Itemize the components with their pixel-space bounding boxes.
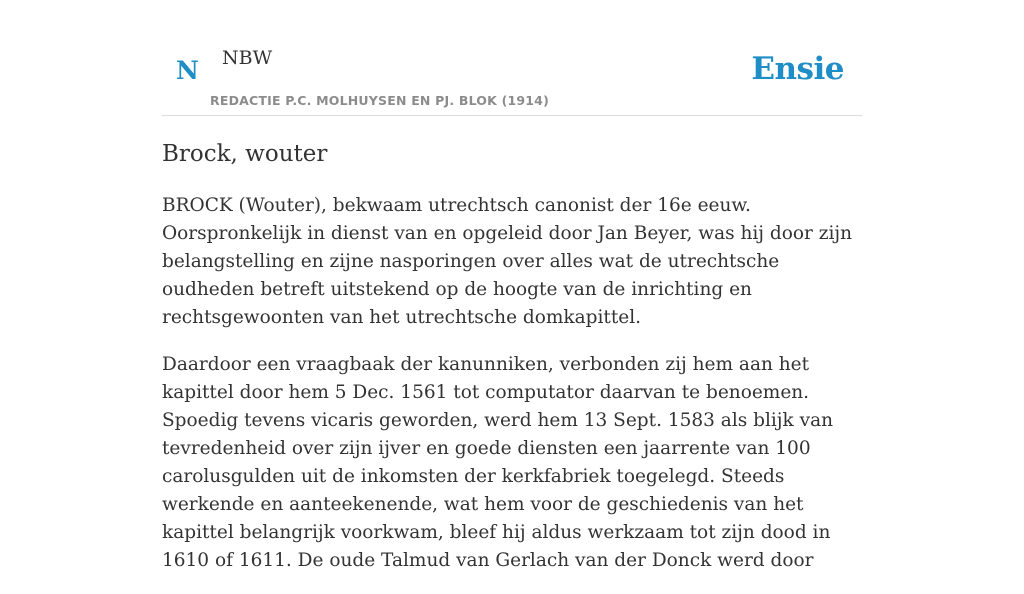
brand-logo-link[interactable]: Ensie — [751, 51, 844, 87]
source-logo[interactable]: N — [176, 56, 199, 85]
article-paragraph: Daardoor een vraagbaak der kanunniken, verbonden zij hem aan het kapittel door hem 5 Dec. 1561 tot computator daarvan te benoemen. Spoedig tevens vicaris geworden, werd hem 13 Sept. 1583 als blijk van tevredenheid over zijn ijver en goede diensten een jaarrente van 100 carolusgulden uit de inkomsten der kerkfabriek toegelegd. Steeds werkende en aanteekenende, wat hem voor de geschiedenis van het kapittel belangrijk voorkwam, bleef hij aldus werkzaam tot zijn dood in 1610 of 1611. De oude Talmud van Gerlach van der Donck werd door — [162, 354, 834, 571]
article-body — [162, 192, 862, 594]
article-paragraph: BROCK (Wouter), bekwaam utrechtsch canonist der 16e eeuw. Oorspronkelijk in dienst van en opgeleid door Jan Beyer, was hij door zijn belangstelling en zijne nasporingen over alles wat de utrechtsche oudheden betreft uitstekend op de hoogte van de inrichting en rechtsgewoonten van het utrechtsche domkapittel. — [162, 195, 853, 328]
source-editors: REDACTIE P.C. MOLHUYSEN EN PJ. BLOK (1914) — [210, 93, 549, 108]
article-title: Brock, wouter — [162, 141, 328, 167]
page — [162, 0, 862, 571]
header — [162, 0, 862, 116]
source-name[interactable]: NBW — [222, 47, 273, 69]
